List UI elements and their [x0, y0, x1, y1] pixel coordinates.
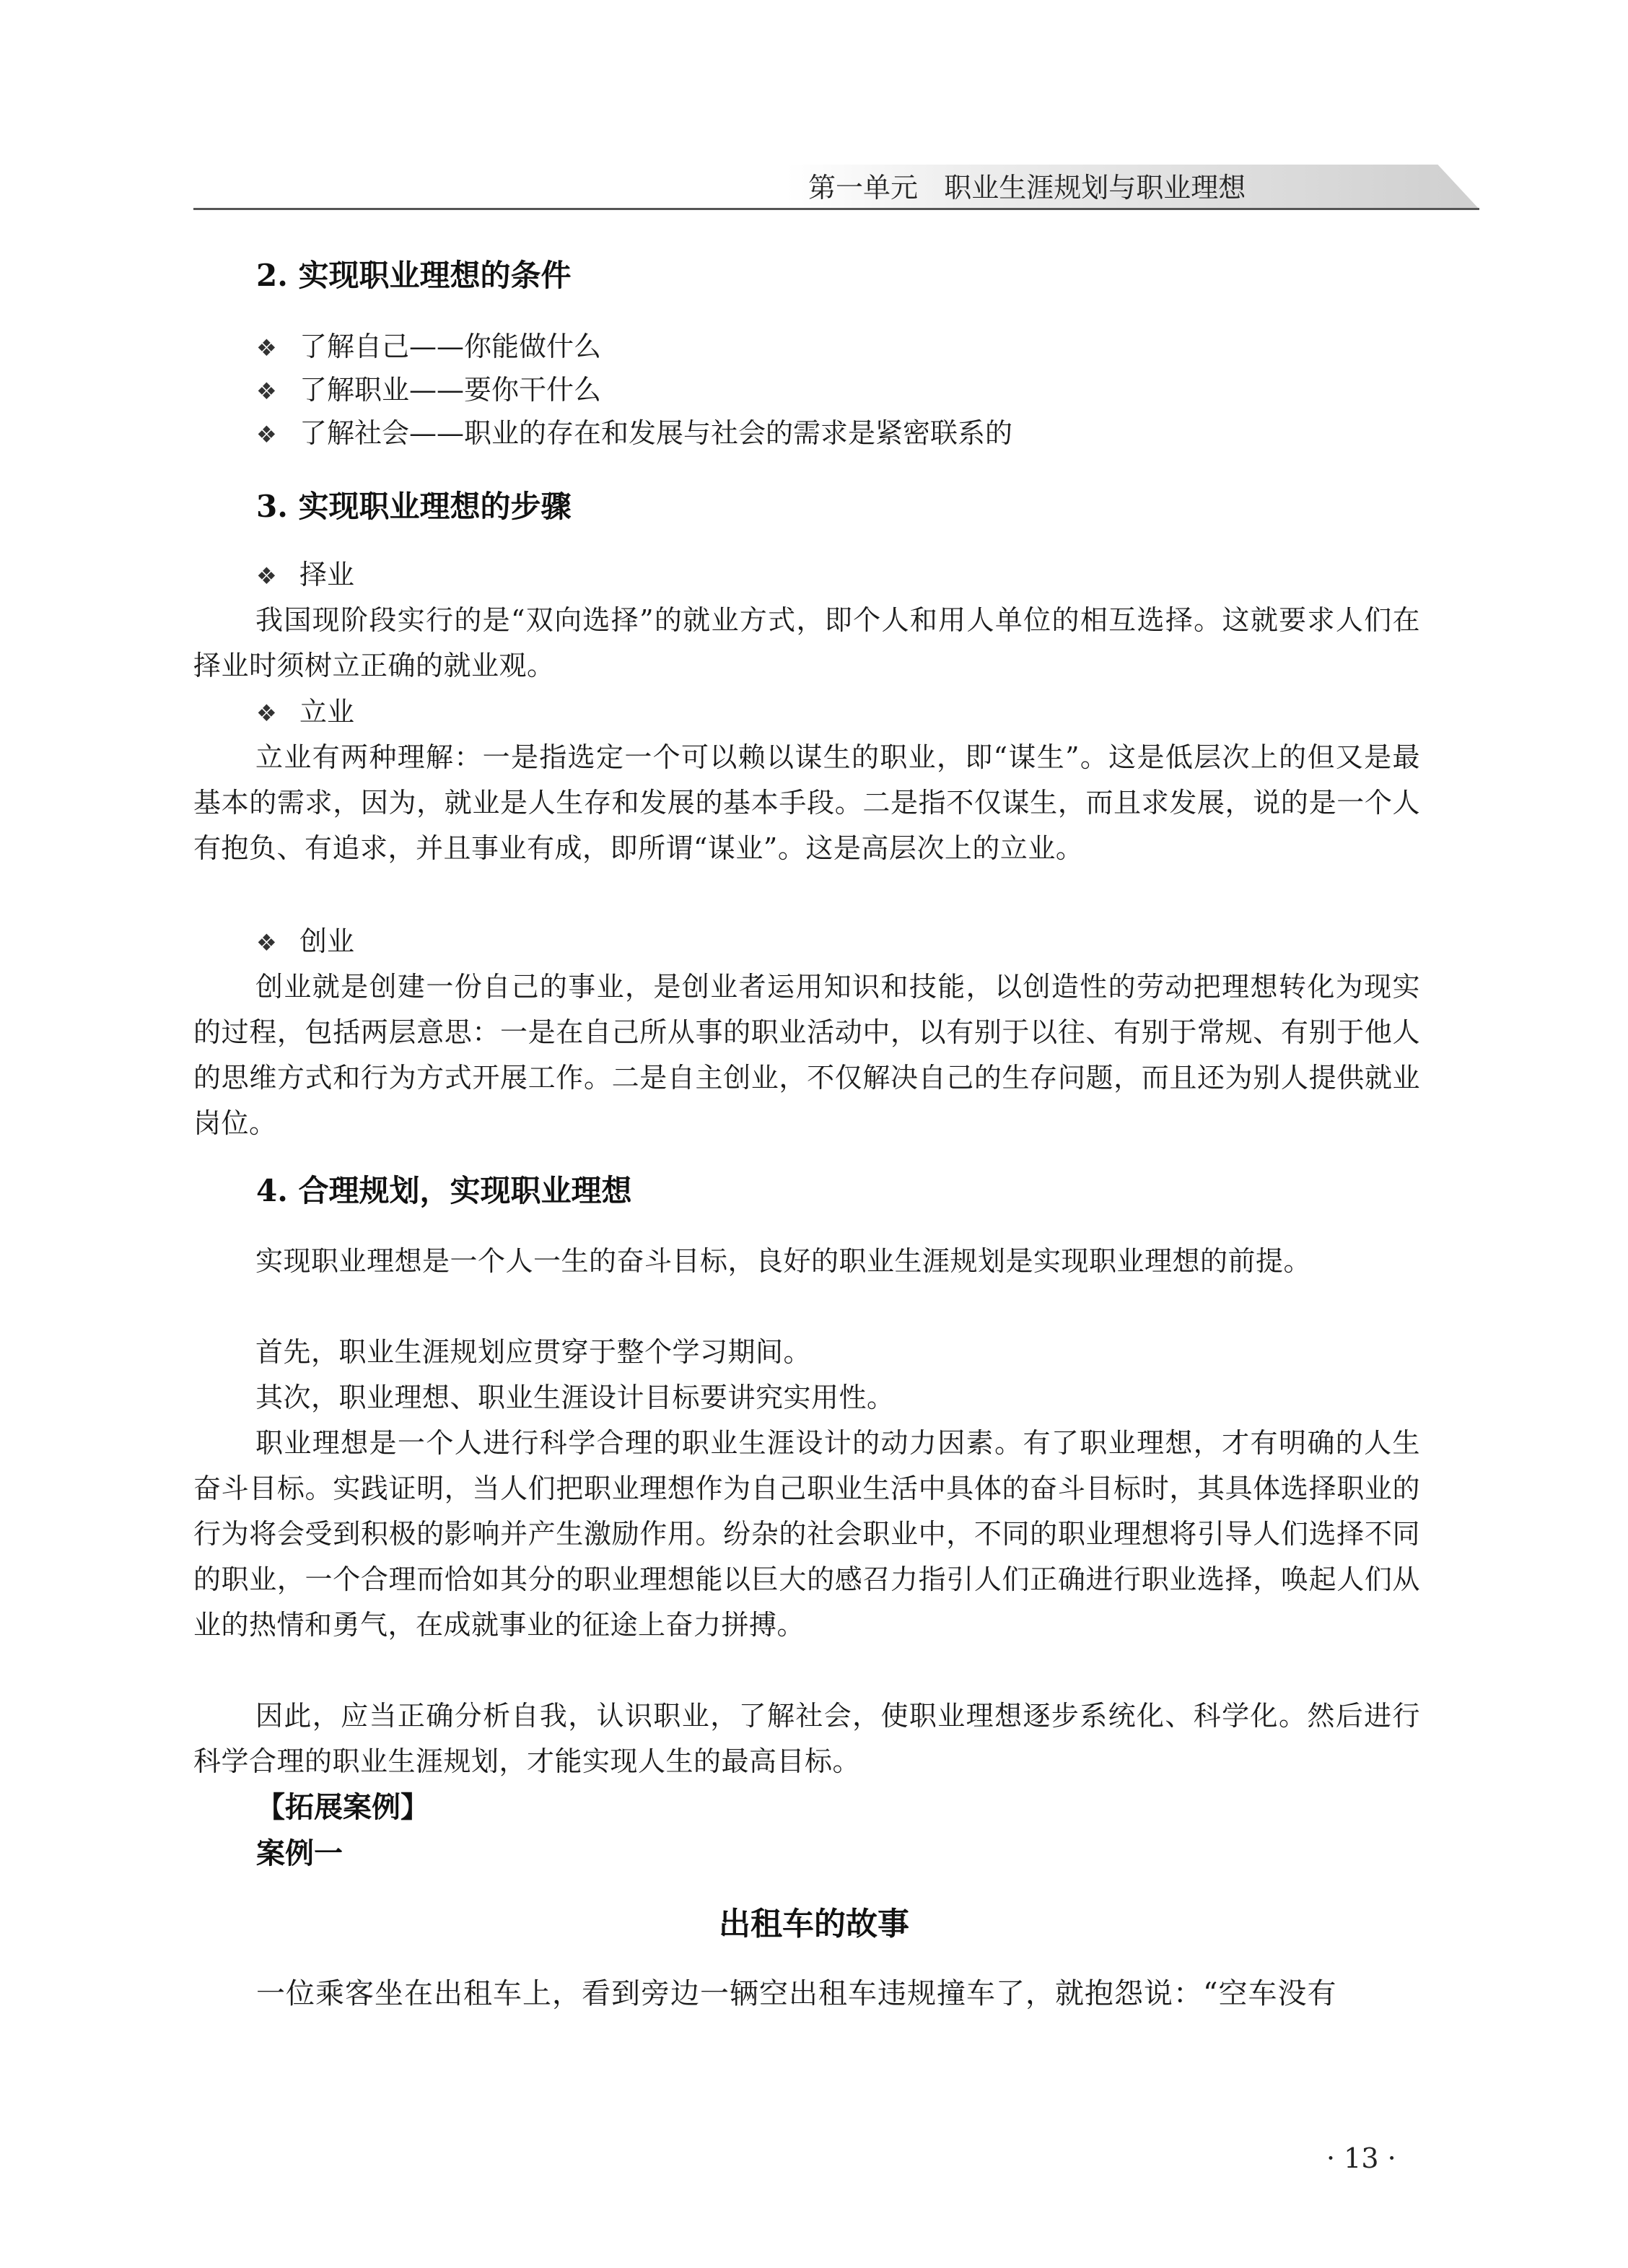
- diamond-bullet-icon: ❖: [256, 562, 277, 590]
- section-number: 4.: [256, 1173, 288, 1208]
- section-number: 3.: [256, 489, 288, 524]
- diamond-bullet-icon: ❖: [256, 378, 277, 405]
- bullet-item: [256, 325, 601, 370]
- story-title: 出租车的故事: [719, 1906, 909, 1942]
- step-label: [256, 920, 354, 964]
- section-number: 2.: [256, 258, 288, 293]
- page-number: · 13 ·: [1326, 2142, 1396, 2174]
- body-paragraph: 实现职业理想是一个人一生的奋斗目标，良好的职业生涯规划是实现职业理想的前提。: [255, 1245, 1312, 1277]
- step-paragraph: 我国现阶段实行的是“双向选择”的就业方式，即个人和用人单位的相互选择。这就要求人们在择业时须树立正确的就业观。: [193, 604, 1420, 681]
- diamond-bullet-icon: ❖: [256, 929, 277, 956]
- bullet-text: 了解自己——你能做什么: [299, 331, 602, 362]
- case-label: 案例一: [256, 1837, 343, 1870]
- body-paragraph: 其次，职业理想、职业生涯设计目标要讲究实用性。: [255, 1382, 895, 1413]
- extension-case-label: 【拓展案例】: [256, 1791, 429, 1824]
- diamond-bullet-icon: ❖: [256, 421, 277, 448]
- section-3-heading: [256, 485, 572, 528]
- bullet-item: [256, 368, 601, 413]
- body-paragraph: 首先，职业生涯规划应贯穿于整个学习期间。: [255, 1336, 812, 1368]
- diamond-bullet-icon: ❖: [256, 699, 277, 727]
- step-paragraph: 立业有两种理解：一是指选定一个可以赖以谋生的职业，即“谋生”。这是低层次上的但又是最基本的需求，因为，就业是人生存和发展的基本手段。二是指不仅谋生，而且求发展，说的是一个人有抱负、有追求，并且事业有成，即所谓“谋业”。这是高层次上的立业。: [193, 741, 1420, 864]
- section-title: 实现职业理想的步骤: [298, 489, 572, 524]
- bullet-text: 了解职业——要你干什么: [299, 374, 602, 406]
- running-header-title: 第一单元 职业生涯规划与职业理想: [808, 172, 1246, 204]
- diamond-bullet-icon: ❖: [256, 334, 277, 362]
- section-2-heading: [256, 254, 572, 297]
- section-title: 实现职业理想的条件: [298, 258, 572, 293]
- story-text-line: 一位乘客坐在出租车上，看到旁边一辆空出租车违规撞车了，就抱怨说：“空车没有: [256, 1977, 1337, 2010]
- bullet-text: 了解社会——职业的存在和发展与社会的需求是紧密联系的: [299, 417, 1013, 449]
- step-paragraph: 创业就是创建一份自己的事业，是创业者运用知识和技能，以创造性的劳动把理想转化为现实的过程，包括两层意思：一是在自己所从事的职业活动中，以有别于以往、有别于常规、有别于他人的思维方式和行为方式开展工作。二是自主创业，不仅解决自己的生存问题，而且还为别人提供就业岗位。: [193, 971, 1420, 1139]
- step-label: [256, 690, 354, 735]
- step-label-text: 创业: [299, 925, 355, 957]
- body-paragraph: 因此，应当正确分析自我，认识职业，了解社会，使职业理想逐步系统化、科学化。然后进行科学合理的职业生涯规划，才能实现人生的最高目标。: [193, 1700, 1420, 1777]
- step-label: [256, 553, 354, 598]
- bullet-item: [256, 411, 1012, 456]
- section-4-heading: [256, 1169, 632, 1213]
- step-label-text: 立业: [299, 696, 355, 728]
- section-title: 合理规划，实现职业理想: [298, 1173, 632, 1208]
- step-label-text: 择业: [299, 559, 355, 590]
- body-paragraph: 职业理想是一个人进行科学合理的职业生涯设计的动力因素。有了职业理想，才有明确的人生奋斗目标。实践证明，当人们把职业理想作为自己职业生活中具体的奋斗目标时，其具体选择职业的行为将会受到积极的影响并产生激励作用。纷杂的社会职业中，不同的职业理想将引导人们选择不同的职业，一个合理而恰如其分的职业理想能以巨大的感召力指引人们正确进行职业选择，唤起人们从业的热情和勇气，在成就事业的征途上奋力拼搏。: [193, 1427, 1420, 1641]
